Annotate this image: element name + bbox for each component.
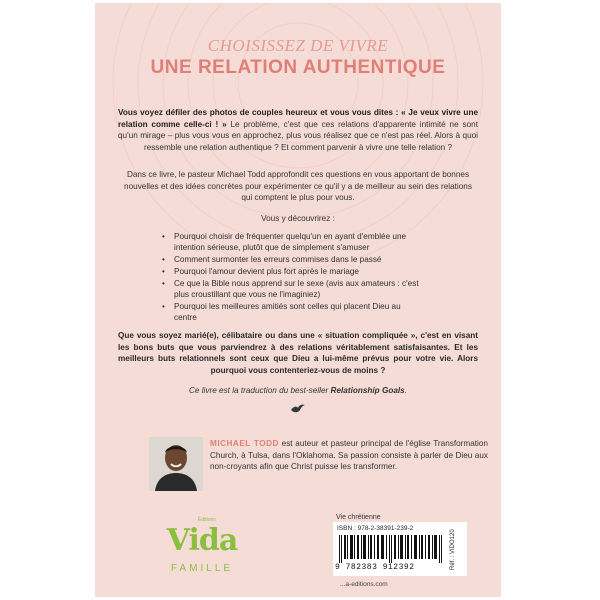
- publisher-name: Vida: [166, 523, 238, 558]
- list-item-text: Pourquoi les meilleures amitiés sont celles qui placent Dieu au centre: [174, 302, 401, 322]
- translation-suffix: .: [404, 386, 407, 395]
- intro-text: Le problème, c'est que ces relations d'apparente intimité ne sont qu'un mirage – plus vous vous en approchez, plus vous réalisez que ce n'est pas réel. Alors à quoi ressemble une relation authentique ? Et comment parvenir à vivre une telle relation ?: [118, 119, 478, 152]
- barcode-panel: [333, 522, 467, 576]
- list-item: [162, 278, 422, 300]
- intro-quote: Vous voyez défiler des photos de couples heureux et vous vous dites : « Je veux vivre une relation comme celle-ci ! »: [118, 108, 478, 129]
- dove-icon: [290, 403, 306, 415]
- book-back-cover: [95, 3, 501, 597]
- author-bio-text: est auteur et pasteur principal de l'église Transformation Church, à Tulsa, dans l'Oklahoma. Sa passion consiste à parler de Dieu aux non-croyants afin que Christ puisse les transformer.: [210, 439, 488, 471]
- original-title: Relationship Goals: [330, 386, 405, 395]
- list-item-text: Ce que la Bible nous apprend sur le sexe (avis aux amateurs : c'est plus croustillant que vous ne l'imaginiez): [174, 279, 419, 299]
- author-bio: [210, 438, 488, 473]
- category-label: Vie chrétienne: [336, 514, 381, 521]
- list-item: [162, 266, 422, 277]
- barcode-number: 9 782383 912392: [335, 563, 415, 572]
- cover-title-line1: CHOISISSEZ DE VIVRE: [207, 36, 389, 55]
- discover-heading: Vous y découvrirez :: [261, 214, 335, 223]
- translation-prefix: Ce livre est la traduction du best-seller: [189, 386, 329, 395]
- list-item: [162, 301, 422, 323]
- barcode-icon: [339, 535, 443, 563]
- bullet-icon: •: [162, 279, 165, 288]
- closing-paragraph: Que vous soyez marié(e), célibataire ou dans une « situation compliquée », c'est en visant les bons buts que vous parviendrez à des relations véritablement satisfaisantes. Et les meilleurs buts relationnels sont ceux que Dieu a lui-même prévus pour votre vie. Alors pourquoi vous contenteriez-vous de moins ?: [118, 331, 478, 375]
- bullet-icon: •: [162, 255, 165, 264]
- bullet-icon: •: [162, 302, 165, 311]
- author-photo: [149, 437, 203, 491]
- cover-title-line2: UNE RELATION AUTHENTIQUE: [150, 57, 446, 78]
- list-item: [162, 254, 422, 265]
- bullet-icon: •: [162, 267, 165, 276]
- bullet-list: [162, 231, 422, 324]
- list-item-text: Pourquoi choisir de fréquenter quelqu'un en ayant d'emblée une intention sérieuse, plutôt que de simplement s'amuser: [174, 232, 407, 252]
- list-item-text: Comment surmonter les erreurs commises dans le passé: [174, 255, 382, 264]
- reference-label: Réf. : VIDO120: [450, 529, 456, 570]
- list-item: [162, 231, 422, 253]
- list-item-text: Pourquoi l'amour devient plus fort après le mariage: [174, 267, 359, 276]
- author-name: MICHAEL TODD: [210, 439, 279, 448]
- isbn-label: ISBN : 978-2-38391-239-2: [337, 525, 414, 532]
- translation-note: [95, 385, 501, 397]
- bullet-icon: •: [162, 232, 165, 241]
- book-paragraph: Dans ce livre, le pasteur Michael Todd approfondit ces questions en vous apportant de bonnes nouvelles et des idées concrètes pour expérimenter ce qu'il y a de meilleur au sein des relations qui comptent le plus pour vous.: [124, 170, 472, 202]
- publisher-website: ...a-editions.com: [340, 581, 388, 588]
- publisher-logo: [158, 517, 246, 583]
- intro-paragraph: [118, 107, 478, 153]
- publisher-editions-label: Éditions: [198, 517, 216, 523]
- publisher-collection: FAMILLE: [170, 563, 234, 574]
